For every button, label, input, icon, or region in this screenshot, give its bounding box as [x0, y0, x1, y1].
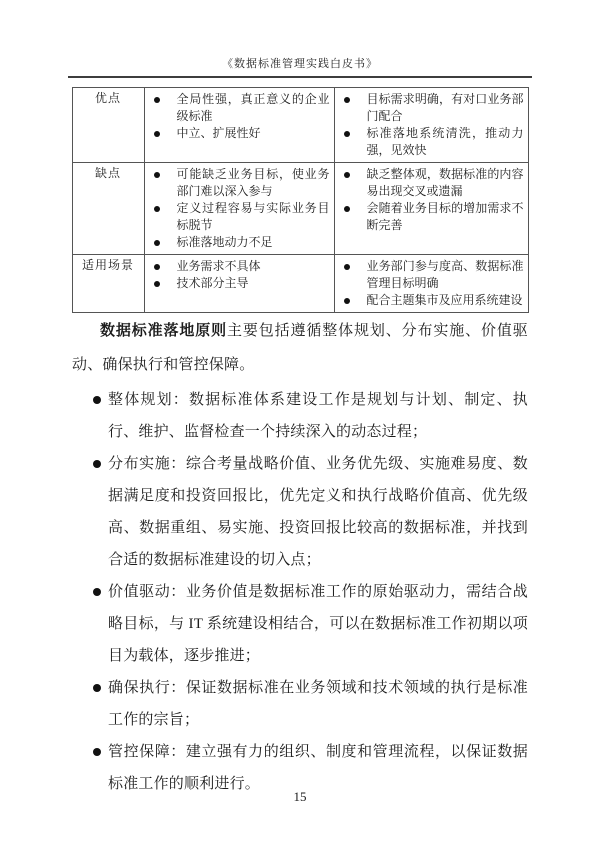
- bullet-icon: [344, 206, 350, 212]
- principle-text: 确保执行：保证数据标准在业务领域和技术领域的执行是标准工作的宗旨；: [108, 680, 528, 728]
- paragraph-rest: 主要包括遵循整体规划、分布实施、价值驱动、确保执行和管控保障。: [72, 323, 528, 373]
- bullet-text: 目标需求明确，有对口业务部门配合: [366, 92, 524, 123]
- bullet-icon: [344, 131, 350, 137]
- cell-bullet-list: [146, 257, 333, 293]
- list-item: [151, 91, 330, 125]
- principle-text: 整体规划：数据标准体系建设工作是规划与计划、制定、执行、维护、监督检查一个持续深入的动态过程；: [108, 392, 528, 440]
- list-item: [151, 125, 330, 142]
- running-header-title: 《数据标准管理实践白皮书》: [68, 55, 532, 78]
- paragraph-lead-term: 数据标准落地原则: [100, 323, 228, 339]
- table-cell: [144, 255, 334, 313]
- bullet-icon: [344, 264, 350, 270]
- list-item: [151, 234, 330, 251]
- list-item: [341, 91, 524, 125]
- cell-bullet-list: [146, 90, 333, 143]
- bullet-text: 业务需求不具体: [176, 259, 261, 273]
- table-cell: [334, 255, 528, 313]
- principle-text: 价值驱动：业务价值是数据标准工作的原始驱动力，需结合战略目标，与 IT 系统建设相结合，可以在数据标准工作初期以项目为载体，逐步推进；: [108, 584, 528, 664]
- bullet-text: 定义过程容易与实际业务目标脱节: [176, 201, 330, 232]
- cell-bullet-list: [336, 165, 527, 235]
- bullet-icon: [154, 172, 160, 178]
- principle-text: 管控保障：建立强有力的组织、制度和管理流程，以保证数据标准工作的顺利进行。: [108, 744, 528, 792]
- bullet-icon: [154, 131, 160, 137]
- bullet-text: 业务部门参与度高、数据标准管理目标明确: [366, 259, 524, 290]
- cell-bullet-list: [336, 90, 527, 160]
- principles-list: [72, 384, 528, 800]
- lead-paragraph: [72, 314, 528, 382]
- bullet-text: 缺乏整体观，数据标准的内容易出现交叉或遗漏: [366, 167, 524, 198]
- bullet-icon: [93, 396, 101, 404]
- list-item: [341, 258, 524, 292]
- page-number: 15: [293, 789, 307, 804]
- bullet-text: 配合主题集市及应用系统建设: [366, 293, 523, 307]
- list-item: [341, 166, 524, 200]
- bullet-icon: [344, 298, 350, 304]
- comparison-table: [72, 87, 529, 313]
- row-label: 适用场景: [72, 255, 144, 313]
- bullet-icon: [344, 172, 350, 178]
- list-item: [151, 166, 330, 200]
- cell-bullet-list: [146, 165, 333, 252]
- bullet-text: 中立、扩展性好: [176, 126, 261, 140]
- list-item: [341, 125, 524, 159]
- cell-bullet-list: [336, 257, 527, 310]
- list-item: [341, 292, 524, 309]
- table-cell: [144, 88, 334, 163]
- table-row-disadvantages: [72, 163, 528, 255]
- table-row-advantages: [72, 88, 528, 163]
- bullet-icon: [154, 281, 160, 287]
- principle-item: [93, 672, 528, 736]
- bullet-text: 会随着业务目标的增加需求不断完善: [366, 201, 524, 232]
- bullet-text: 全局性强，真正意义的企业级标准: [176, 92, 330, 123]
- bullet-text: 可能缺乏业务目标，使业务部门难以深入参与: [176, 167, 330, 198]
- bullet-icon: [93, 748, 101, 756]
- bullet-icon: [93, 684, 101, 692]
- list-item: [151, 275, 330, 292]
- bullet-icon: [154, 240, 160, 246]
- principle-item: [93, 448, 528, 576]
- row-label: 优点: [72, 88, 144, 163]
- bullet-text: 标准落地动力不足: [176, 235, 273, 249]
- table-cell: [334, 163, 528, 255]
- bullet-icon: [154, 206, 160, 212]
- list-item: [341, 200, 524, 234]
- bullet-icon: [154, 97, 160, 103]
- body-text: [72, 314, 528, 800]
- list-item: [151, 200, 330, 234]
- table-cell: [144, 163, 334, 255]
- bullet-icon: [93, 588, 101, 596]
- bullet-icon: [154, 264, 160, 270]
- table-cell: [334, 88, 528, 163]
- row-label: 缺点: [72, 163, 144, 255]
- bullet-icon: [93, 460, 101, 468]
- bullet-icon: [344, 97, 350, 103]
- bullet-text: 标准落地系统清洗，推动力强，见效快: [366, 126, 524, 157]
- principle-item: [93, 384, 528, 448]
- table-row-scenarios: [72, 255, 528, 313]
- list-item: [151, 258, 330, 275]
- principle-text: 分布实施：综合考量战略价值、业务优先级、实施难易度、数据满足度和投资回报比，优先定义和执行战略价值高、优先级高、数据重组、易实施、投资回报比较高的数据标准，并找到合适的数据标准建设的切入点；: [108, 456, 528, 568]
- principle-item: [93, 576, 528, 672]
- bullet-text: 技术部分主导: [176, 276, 249, 290]
